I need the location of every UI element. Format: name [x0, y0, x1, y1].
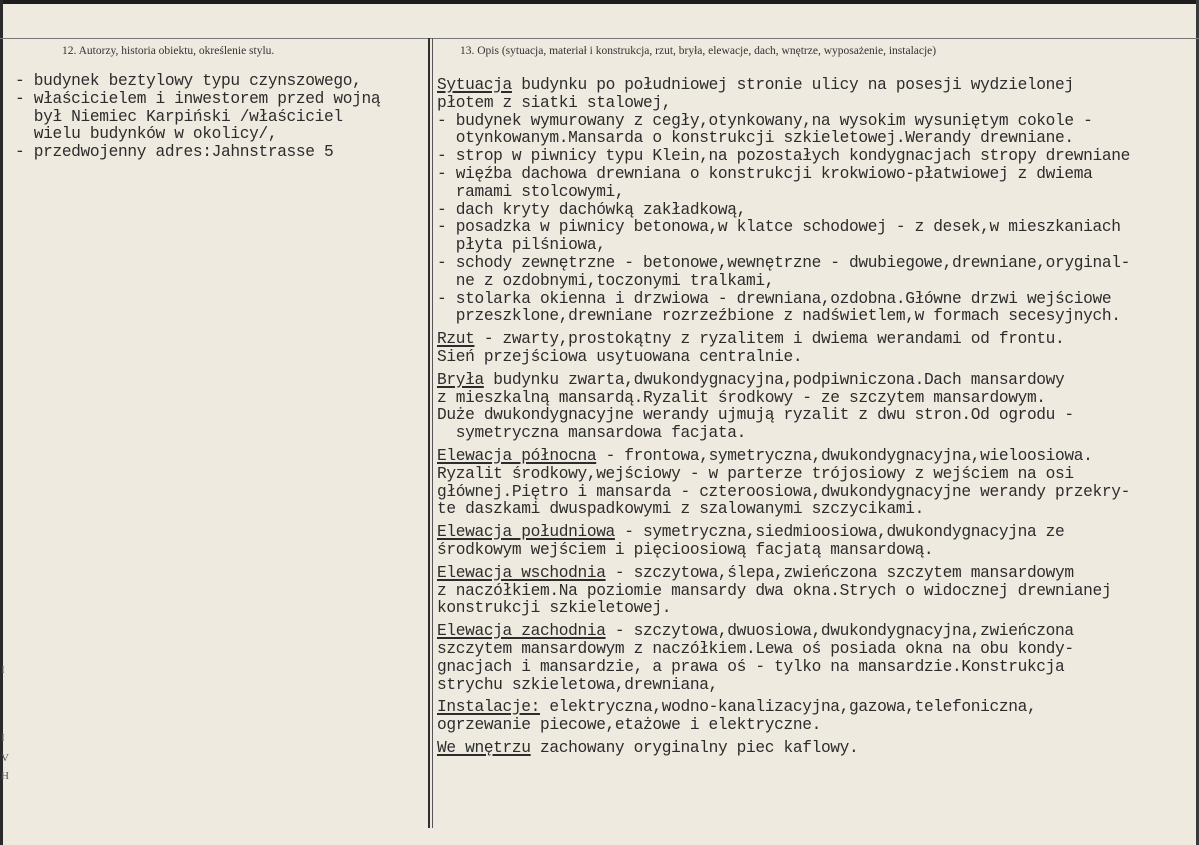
text-line: przeszklone,drewniane rozrzeźbione z nadświetlem,w formach secesyjnych.	[437, 307, 1121, 326]
text-fragment: budynku po południowej stronie ulicy na posesji wydzielonej	[511, 76, 1074, 94]
text-line	[437, 448, 1195, 466]
section-wnetrze	[437, 740, 1195, 758]
text-line: Ryzalit środkowy,wejściowy - w parterze trójosiowy z wejściem na osi	[437, 464, 1074, 483]
text-line: - schody zewnętrzne - betonowe,wewnętrzne - dwubiegowe,drewniane,oryginal-	[437, 253, 1130, 272]
text-line: - posadzka w piwnicy betonowa,w klatce schodowej - z desek,w mieszkaniach	[437, 218, 1121, 237]
text-line: ne z ozdobnymi,toczonymi tralkami,	[437, 271, 775, 290]
margin-mark: I	[1, 732, 5, 744]
text-line: Duże dwukondygnacyjne werandy ujmują ryzalit z dwu stron.Od ogrodu -	[437, 406, 1074, 425]
text-line: - budynek beztylowy typu czynszowego,	[15, 72, 362, 90]
text-line: te daszkami dwuspadkowymi z szalowanymi szczycikami.	[437, 500, 924, 519]
margin-mark: I	[1, 664, 5, 676]
text-line	[437, 699, 1195, 717]
description-text	[437, 77, 1195, 758]
text-line: - przedwojenny adres:Jahnstrasse 5	[15, 143, 334, 162]
section-label: Elewacja południowa	[437, 523, 615, 542]
section-label: Rzut	[437, 330, 475, 349]
text-fragment: - szczytowa,ślepa,zwieńczona szczytem mansardowym	[605, 563, 1074, 582]
text-line: - stolarka okienna i drzwiowa - drewniana,ozdobna.Główne drzwi wejściowe	[437, 289, 1112, 308]
section-elewacja-poludniowa	[437, 524, 1195, 560]
authors-history-text	[15, 73, 425, 162]
column-divider-inner	[432, 38, 433, 828]
text-line: szczytem mansardowym z naczółkiem.Lewa oś posiada okna na obu kondy-	[437, 639, 1074, 658]
text-fragment: elektryczna,wodno-kanalizacyjna,gazowa,telefoniczna,	[540, 698, 1037, 717]
text-line: z naczółkiem.Na poziomie mansardy dwa okna.Strych o widocznej drewnianej	[437, 581, 1112, 600]
text-line: konstrukcji szkieletowej.	[437, 599, 672, 618]
section-elewacja-polnocna	[437, 448, 1195, 519]
text-line: symetryczna mansardowa facjata.	[437, 424, 747, 443]
header-authors-history: 12. Autorzy, historia obiektu, określenie stylu.	[62, 45, 275, 57]
text-line: ramami stolcowymi,	[437, 182, 625, 201]
text-line: ogrzewanie piecowe,etażowe i elektryczne.	[437, 716, 821, 735]
text-line: - więźba dachowa drewniana o konstrukcji krokwiowo-płatwiowej z dwiema	[437, 164, 1093, 183]
text-line: był Niemiec Karpiński /właściciel	[15, 107, 343, 126]
text-line: płyta pilśniowa,	[437, 236, 606, 255]
column-divider	[428, 38, 430, 828]
section-elewacja-wschodnia	[437, 565, 1195, 618]
text-fragment: - frontowa,symetryczna,dwukondygnacyjna,wieloosiowa.	[596, 446, 1093, 465]
header-description: 13. Opis (sytuacja, materiał i konstrukcja, rzut, bryła, elewacje, dach, wnętrze, wyposażenie, instalacje)	[460, 45, 937, 57]
text-line	[437, 623, 1195, 641]
section-label: Elewacja północna	[437, 446, 597, 465]
section-label: Sytuacja	[437, 76, 512, 94]
section-bryla	[437, 372, 1195, 443]
text-line: wielu budynków w okolicy/,	[15, 125, 278, 144]
section-instalacje	[437, 699, 1195, 735]
text-line	[437, 372, 1195, 390]
text-line: strychu szkieletowa,drewniana,	[437, 675, 718, 694]
text-fragment: zachowany oryginalny piec kaflowy.	[530, 738, 859, 757]
section-label: We wnętrzu	[437, 738, 531, 757]
text-line: - dach kryty dachówką zakładkową,	[437, 200, 747, 219]
text-line	[437, 331, 1195, 349]
text-line	[437, 77, 1195, 95]
section-label: Instalacje:	[437, 698, 541, 717]
text-line	[437, 565, 1195, 583]
section-elewacja-zachodnia	[437, 623, 1195, 694]
text-fragment: - zwarty,prostokątny z ryzalitem i dwiema werandami od frontu.	[474, 330, 1065, 349]
text-line	[437, 740, 1195, 758]
text-line: - budynek wymurowany z cegły,otynkowany,na wysokim wysuniętym cokole -	[437, 111, 1093, 130]
text-line: płotem z siatki stalowej,	[437, 93, 672, 112]
text-line: otynkowanym.Mansarda o konstrukcji szkieletowej.Werandy drewniane.	[437, 129, 1074, 148]
section-label: Bryła	[437, 370, 484, 389]
text-line: - strop w piwnicy typu Klein,na pozostałych kondygnacjach stropy drewniane	[437, 147, 1130, 166]
text-fragment: - symetryczna,siedmioosiowa,dwukondygnacyjna ze	[614, 523, 1065, 542]
text-line: - właścicielem i inwestorem przed wojną	[15, 89, 381, 108]
text-line: gnacjach i mansardzie, a prawa oś - tylko na mansardzie.Konstrukcja	[437, 657, 1065, 676]
section-label: Elewacja wschodnia	[437, 563, 606, 582]
left-border	[0, 0, 3, 845]
top-border	[0, 0, 1199, 4]
header-rule	[0, 38, 1199, 39]
section-rzut	[437, 331, 1195, 367]
text-fragment: - szczytowa,dwuosiowa,dwukondygnacyjna,zwieńczona	[605, 622, 1074, 641]
margin-mark: V	[1, 752, 9, 764]
text-line: Sień przejściowa usytuowana centralnie.	[437, 347, 803, 366]
text-line: z mieszkalną mansardą.Ryzalit środkowy - ze szczytem mansardowym.	[437, 388, 1046, 407]
section-sytuacja	[437, 77, 1195, 326]
margin-mark: H	[1, 770, 9, 782]
text-line	[437, 524, 1195, 542]
section-label: Elewacja zachodnia	[437, 622, 606, 641]
text-fragment: budynku zwarta,dwukondygnacyjna,podpiwniczona.Dach mansardowy	[483, 370, 1065, 389]
text-line: środkowym wejściem i pięcioosiową facjatą mansardową.	[437, 540, 934, 559]
text-line: głównej.Piętro i mansarda - czteroosiowa,dwukondygnacyjne werandy przekry-	[437, 482, 1130, 501]
